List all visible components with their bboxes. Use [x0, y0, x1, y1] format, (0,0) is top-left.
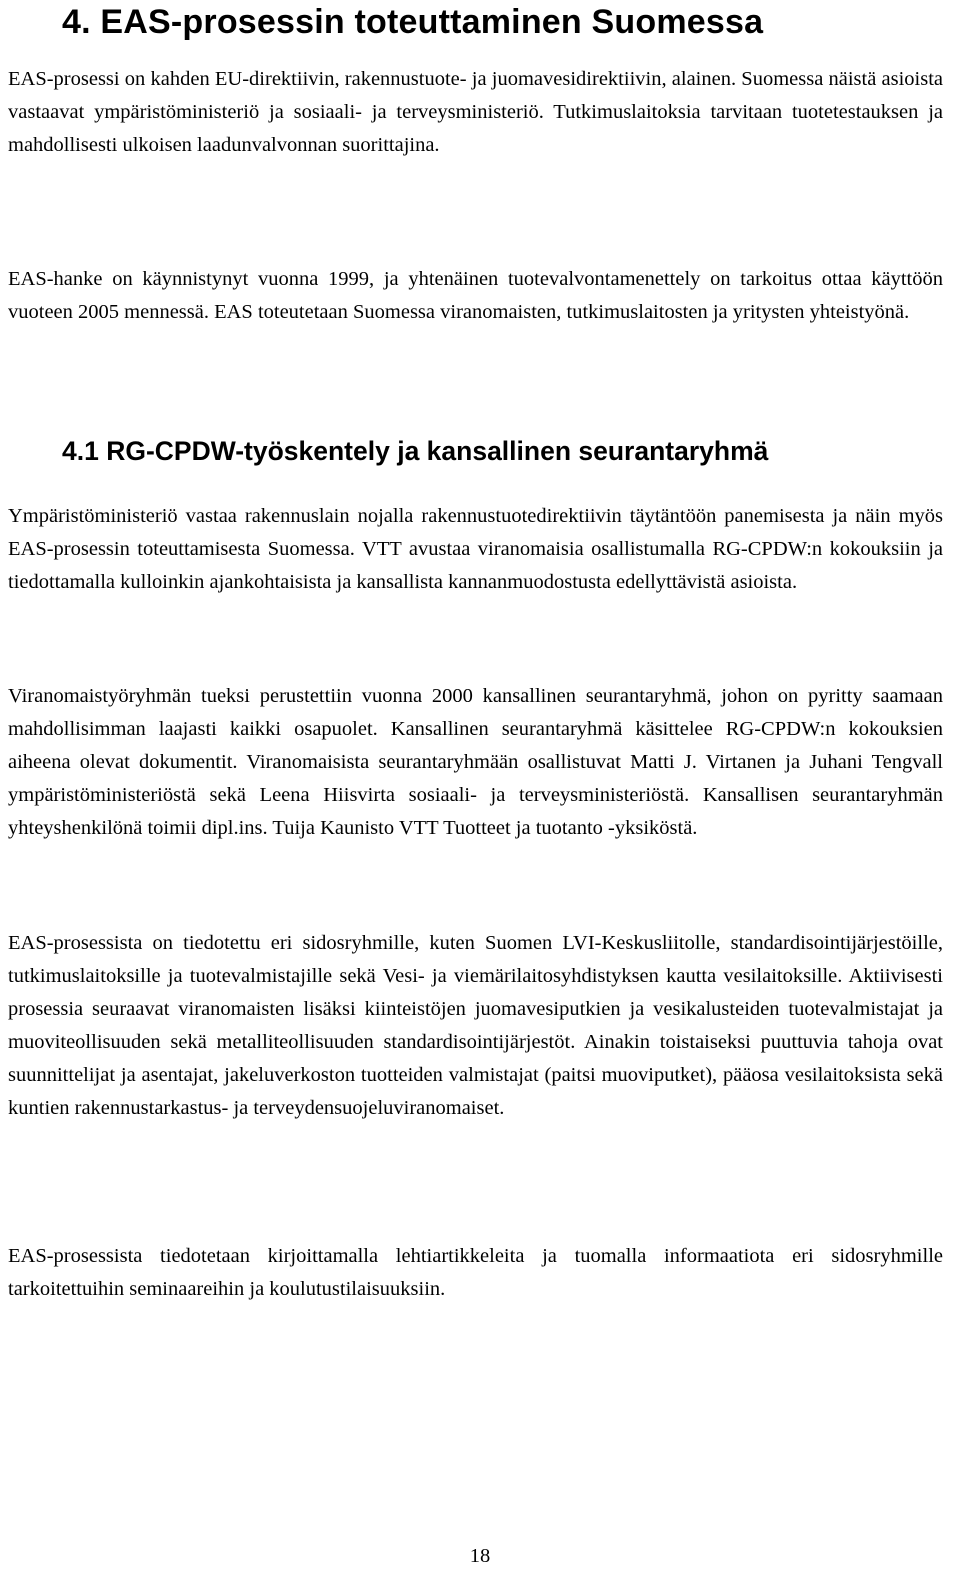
- intro-paragraph-2: EAS-hanke on käynnistynyt vuonna 1999, ja yhtenäinen tuotevalvontamenettely on tarkoitus ottaa käyttöön vuoteen 2005 mennessä. EAS toteutetaan Suomessa viranomaisten, tutkimuslaitosten ja yritysten yhteistyönä.: [8, 268, 943, 323]
- section-paragraph-3: EAS-prosessista on tiedotettu eri sidosryhmille, kuten Suomen LVI-Keskusliitolle, standardisointijärjestöille, tutkimuslaitoksille ja tuotevalmistajille sekä Vesi- ja viemärilaitosyhdistyksen kautta vesilaitoksille. Aktiivisesti prosessia seuraavat viranomaisten lisäksi kiinteistöjen juomavesiputkien ja vesikalusteiden tuotevalmistajat ja muoviteollisuuden sekä metalliteollisuuden standardisointijärjestöt. Ainakin toistaiseksi puuttuvia tahoja ovat suunnittelijat ja asentajat, jakeluverkoston tuotteiden valmistajat (paitsi muoviputket), pääosa vesilaitoksista sekä kuntien rakennustarkastus- ja terveydensuojeluviranomaiset.: [8, 932, 943, 1119]
- section-heading: 4.1 RG-CPDW-työskentely ja kansallinen seurantaryhmä: [62, 436, 769, 466]
- intro-paragraph-1: EAS-prosessi on kahden EU-direktiivin, rakennustuote- ja juomavesidirektiivin, alainen. Suomessa näistä asioista vastaavat ympäristöministeriö ja sosiaali- ja terveysministeriö. Tutkimuslaitoksia tarvitaan tuotetestauksen ja mahdollisesti ulkoisen laadunvalvonnan suorittajina.: [8, 68, 943, 156]
- page-number: 18: [469, 1545, 491, 1567]
- section-paragraph-2: Viranomaistyöryhmän tueksi perustettiin vuonna 2000 kansallinen seurantaryhmä, johon on pyritty saamaan mahdollisimman laajasti kaikki osapuolet. Kansallinen seurantaryhmä käsittelee RG-CPDW:n kokouksien aiheena olevat dokumentit. Viranomaisista seurantaryhmään osallistuvat Matti J. Virtanen ja Juhani Tengvall ympäristöministeriöstä sekä Leena Hiisvirta sosiaali- ja terveysministeriöstä. Kansallisen seurantaryhmän yhteyshenkilönä toimii dipl.ins. Tuija Kaunisto VTT Tuotteet ja tuotanto -yksiköstä.: [8, 685, 943, 839]
- section-paragraph-4: EAS-prosessista tiedotetaan kirjoittamalla lehtiartikkeleita ja tuomalla informaatiota eri sidosryhmille tarkoitettuihin seminaareihin ja koulutustilaisuuksiin.: [8, 1245, 943, 1300]
- section-paragraph-1: Ympäristöministeriö vastaa rakennuslain nojalla rakennustuotedirektiivin täytäntöön panemisesta ja näin myös EAS-prosessin toteuttamisesta Suomessa. VTT avustaa viranomaisia osallistumalla RG-CPDW:n kokouksiin ja tiedottamalla kulloinkin ajankohtaisista ja kansallista kannanmuodostusta edellyttävistä asioista.: [8, 505, 943, 593]
- chapter-title: 4. EAS-prosessin toteuttaminen Suomessa: [62, 3, 764, 41]
